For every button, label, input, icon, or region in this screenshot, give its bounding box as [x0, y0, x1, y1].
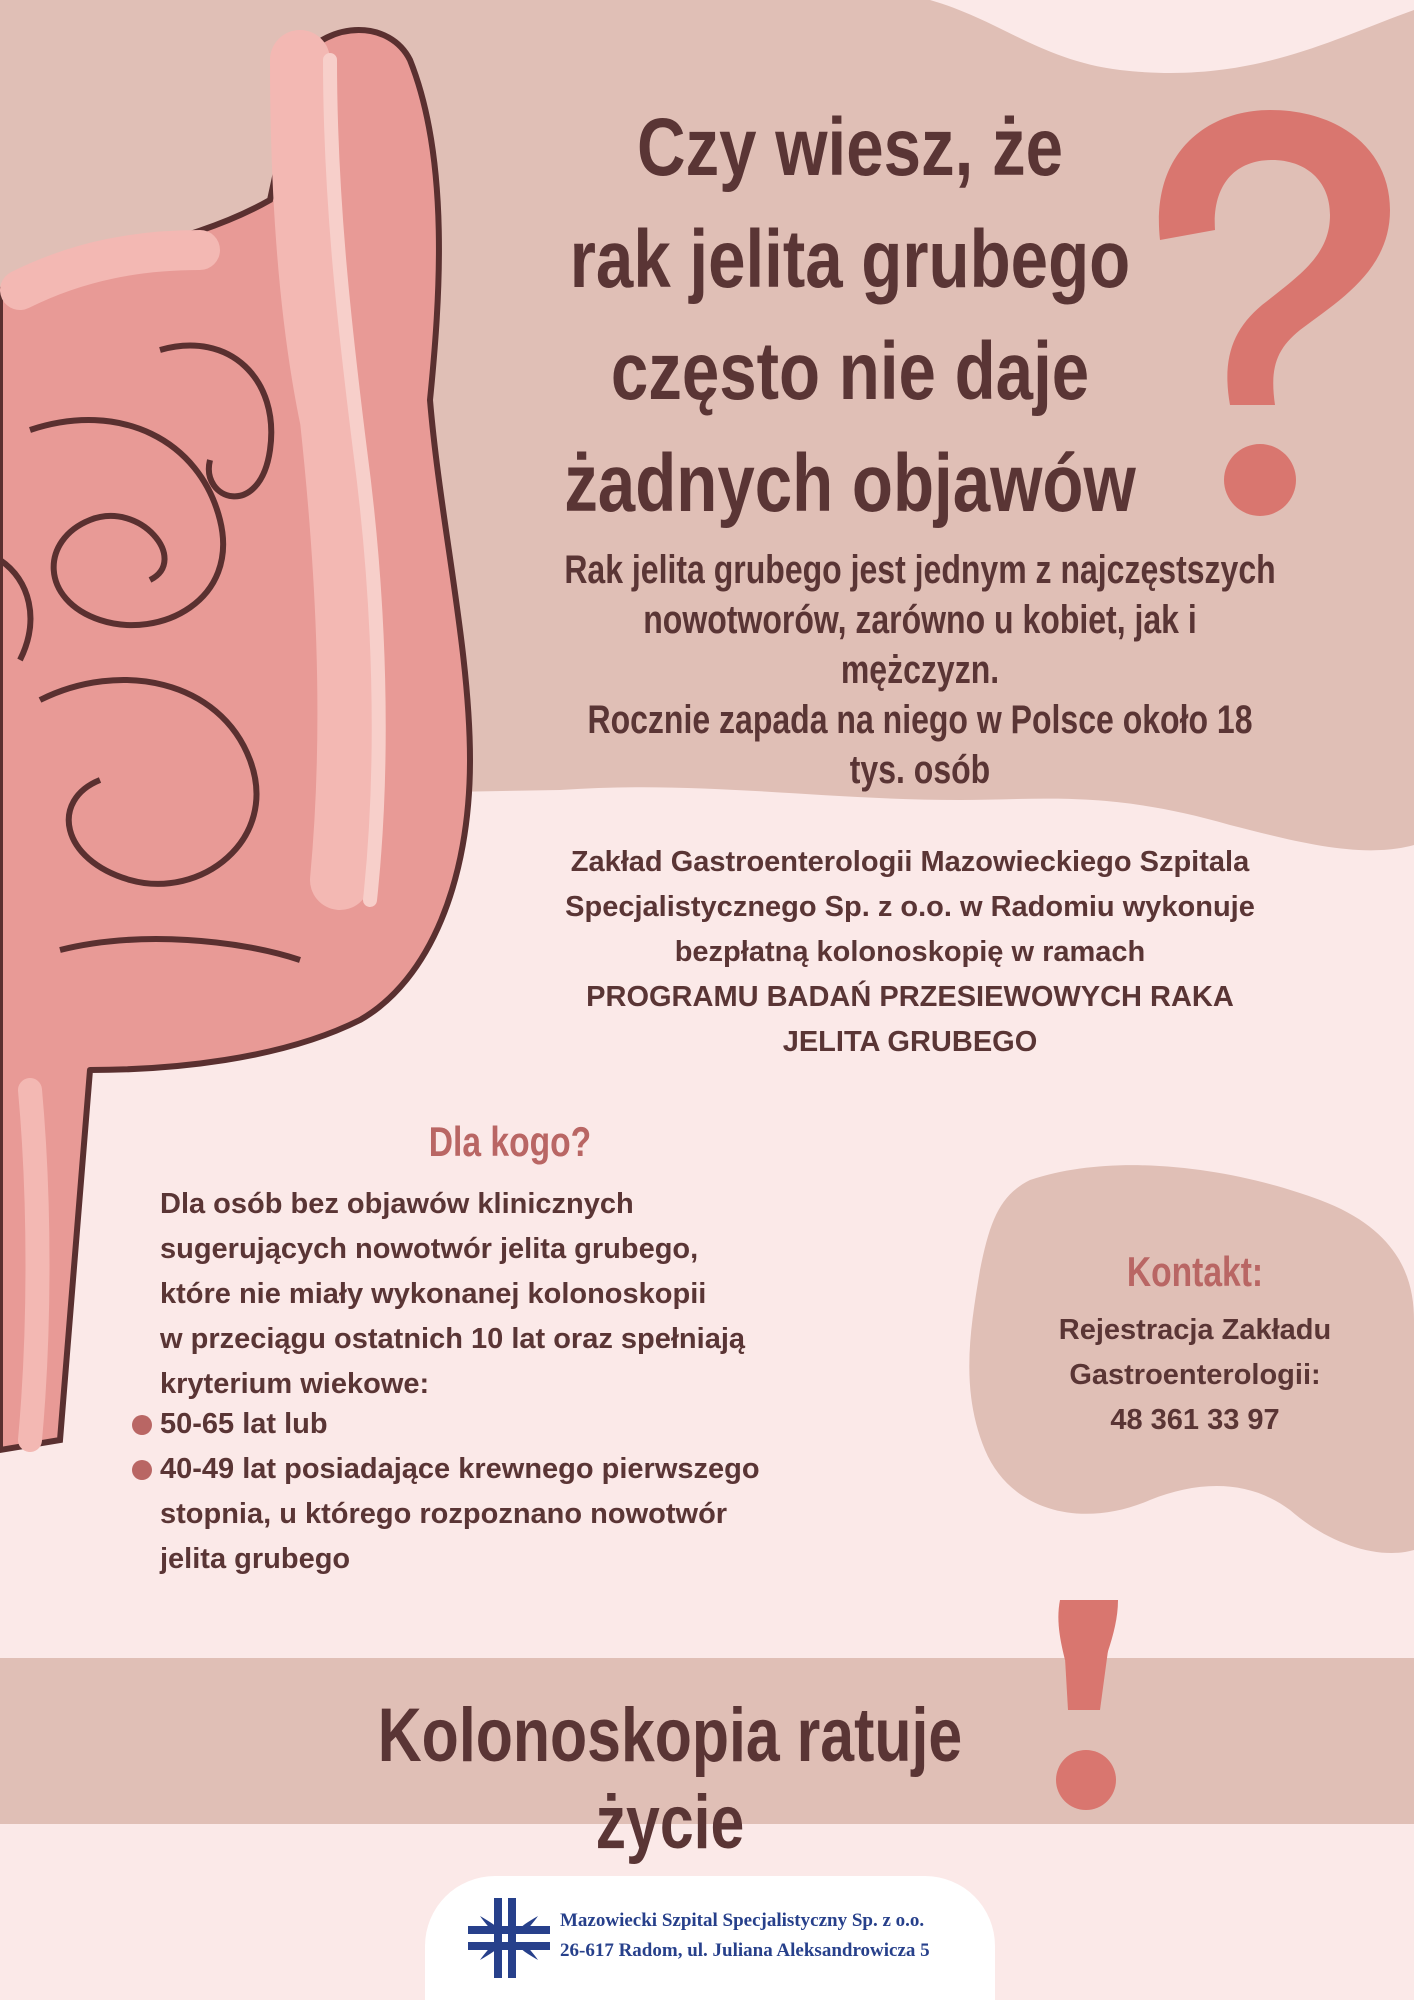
bullet-2-line-2: stopnia, u którego rozpoznano nowotwór — [160, 1498, 728, 1530]
headline-line-2: rak jelita grubego — [569, 214, 1131, 305]
org-line-4: PROGRAMU BADAŃ PRZESIEWOWYCH RAKA — [586, 981, 1234, 1013]
intro-line-3: Rocznie zapada na niego w Polsce około 18 tys. osób — [587, 698, 1253, 792]
org-line-3: bezpłatną kolonoskopię w ramach — [674, 936, 1146, 968]
org-line-5: JELITA GRUBEGO — [782, 1026, 1038, 1058]
slogan: Kolonoskopia ratuje życie — [377, 1693, 963, 1865]
eligibility-title: Dla kogo? — [428, 1118, 592, 1165]
intro-line-1: Rak jelita grubego jest jednym z najczęstszych — [564, 548, 1276, 592]
hospital-cross-logo — [468, 1898, 550, 1978]
contact-phone: 48 361 33 97 — [1110, 1404, 1280, 1436]
contact-text — [1000, 1308, 1390, 1443]
intro-line-2: nowotworów, zarówno u kobiet, jak i mężczyzn. — [643, 598, 1197, 692]
footer-address — [560, 1906, 1000, 1966]
footer-line-1: Mazowiecki Szpital Specjalistyczny Sp. z o.o. — [560, 1910, 925, 1931]
org-line-2: Specjalistycznego Sp. z o.o. w Radomiu wykonuje — [565, 891, 1255, 923]
headline-line-3: często nie daje — [610, 326, 1090, 417]
eligibility-line: w przeciągu ostatnich 10 lat oraz spełniają — [160, 1323, 746, 1355]
age-criteria-list — [130, 1402, 950, 1582]
list-item — [130, 1402, 950, 1447]
eligibility-line: kryterium wiekowe: — [160, 1368, 430, 1400]
bullet-2-line-1: 40-49 lat posiadające krewnego pierwszego — [160, 1453, 760, 1485]
eligibility-text — [160, 1182, 940, 1407]
eligibility-line: sugerujących nowotwór jelita grubego, — [160, 1233, 699, 1265]
contact-line-1: Rejestracja Zakładu — [1058, 1314, 1332, 1346]
list-item — [130, 1447, 950, 1582]
bullet-dot-icon — [132, 1415, 152, 1435]
headline — [538, 92, 1161, 540]
headline-line-1: Czy wiesz, że — [636, 102, 1064, 193]
bullet-dot-icon — [132, 1460, 152, 1480]
contact-line-2: Gastroenterologii: — [1069, 1359, 1321, 1391]
bullet-1-text: 50-65 lat lub — [160, 1408, 328, 1440]
intro-text — [560, 545, 1280, 795]
bullet-2-line-3: jelita grubego — [160, 1543, 351, 1575]
headline-line-4: żadnych objawów — [564, 438, 1136, 529]
eligibility-line: które nie miały wykonanej kolonoskopii — [160, 1278, 707, 1310]
contact-title: Kontakt: — [1126, 1248, 1264, 1295]
footer-line-2: 26-617 Radom, ul. Juliana Aleksandrowicza 5 — [560, 1940, 930, 1961]
eligibility-line: Dla osób bez objawów klinicznych — [160, 1188, 634, 1220]
org-line-1: Zakład Gastroenterologii Mazowieckiego Szpitala — [570, 846, 1250, 878]
organization-text — [440, 840, 1380, 1065]
